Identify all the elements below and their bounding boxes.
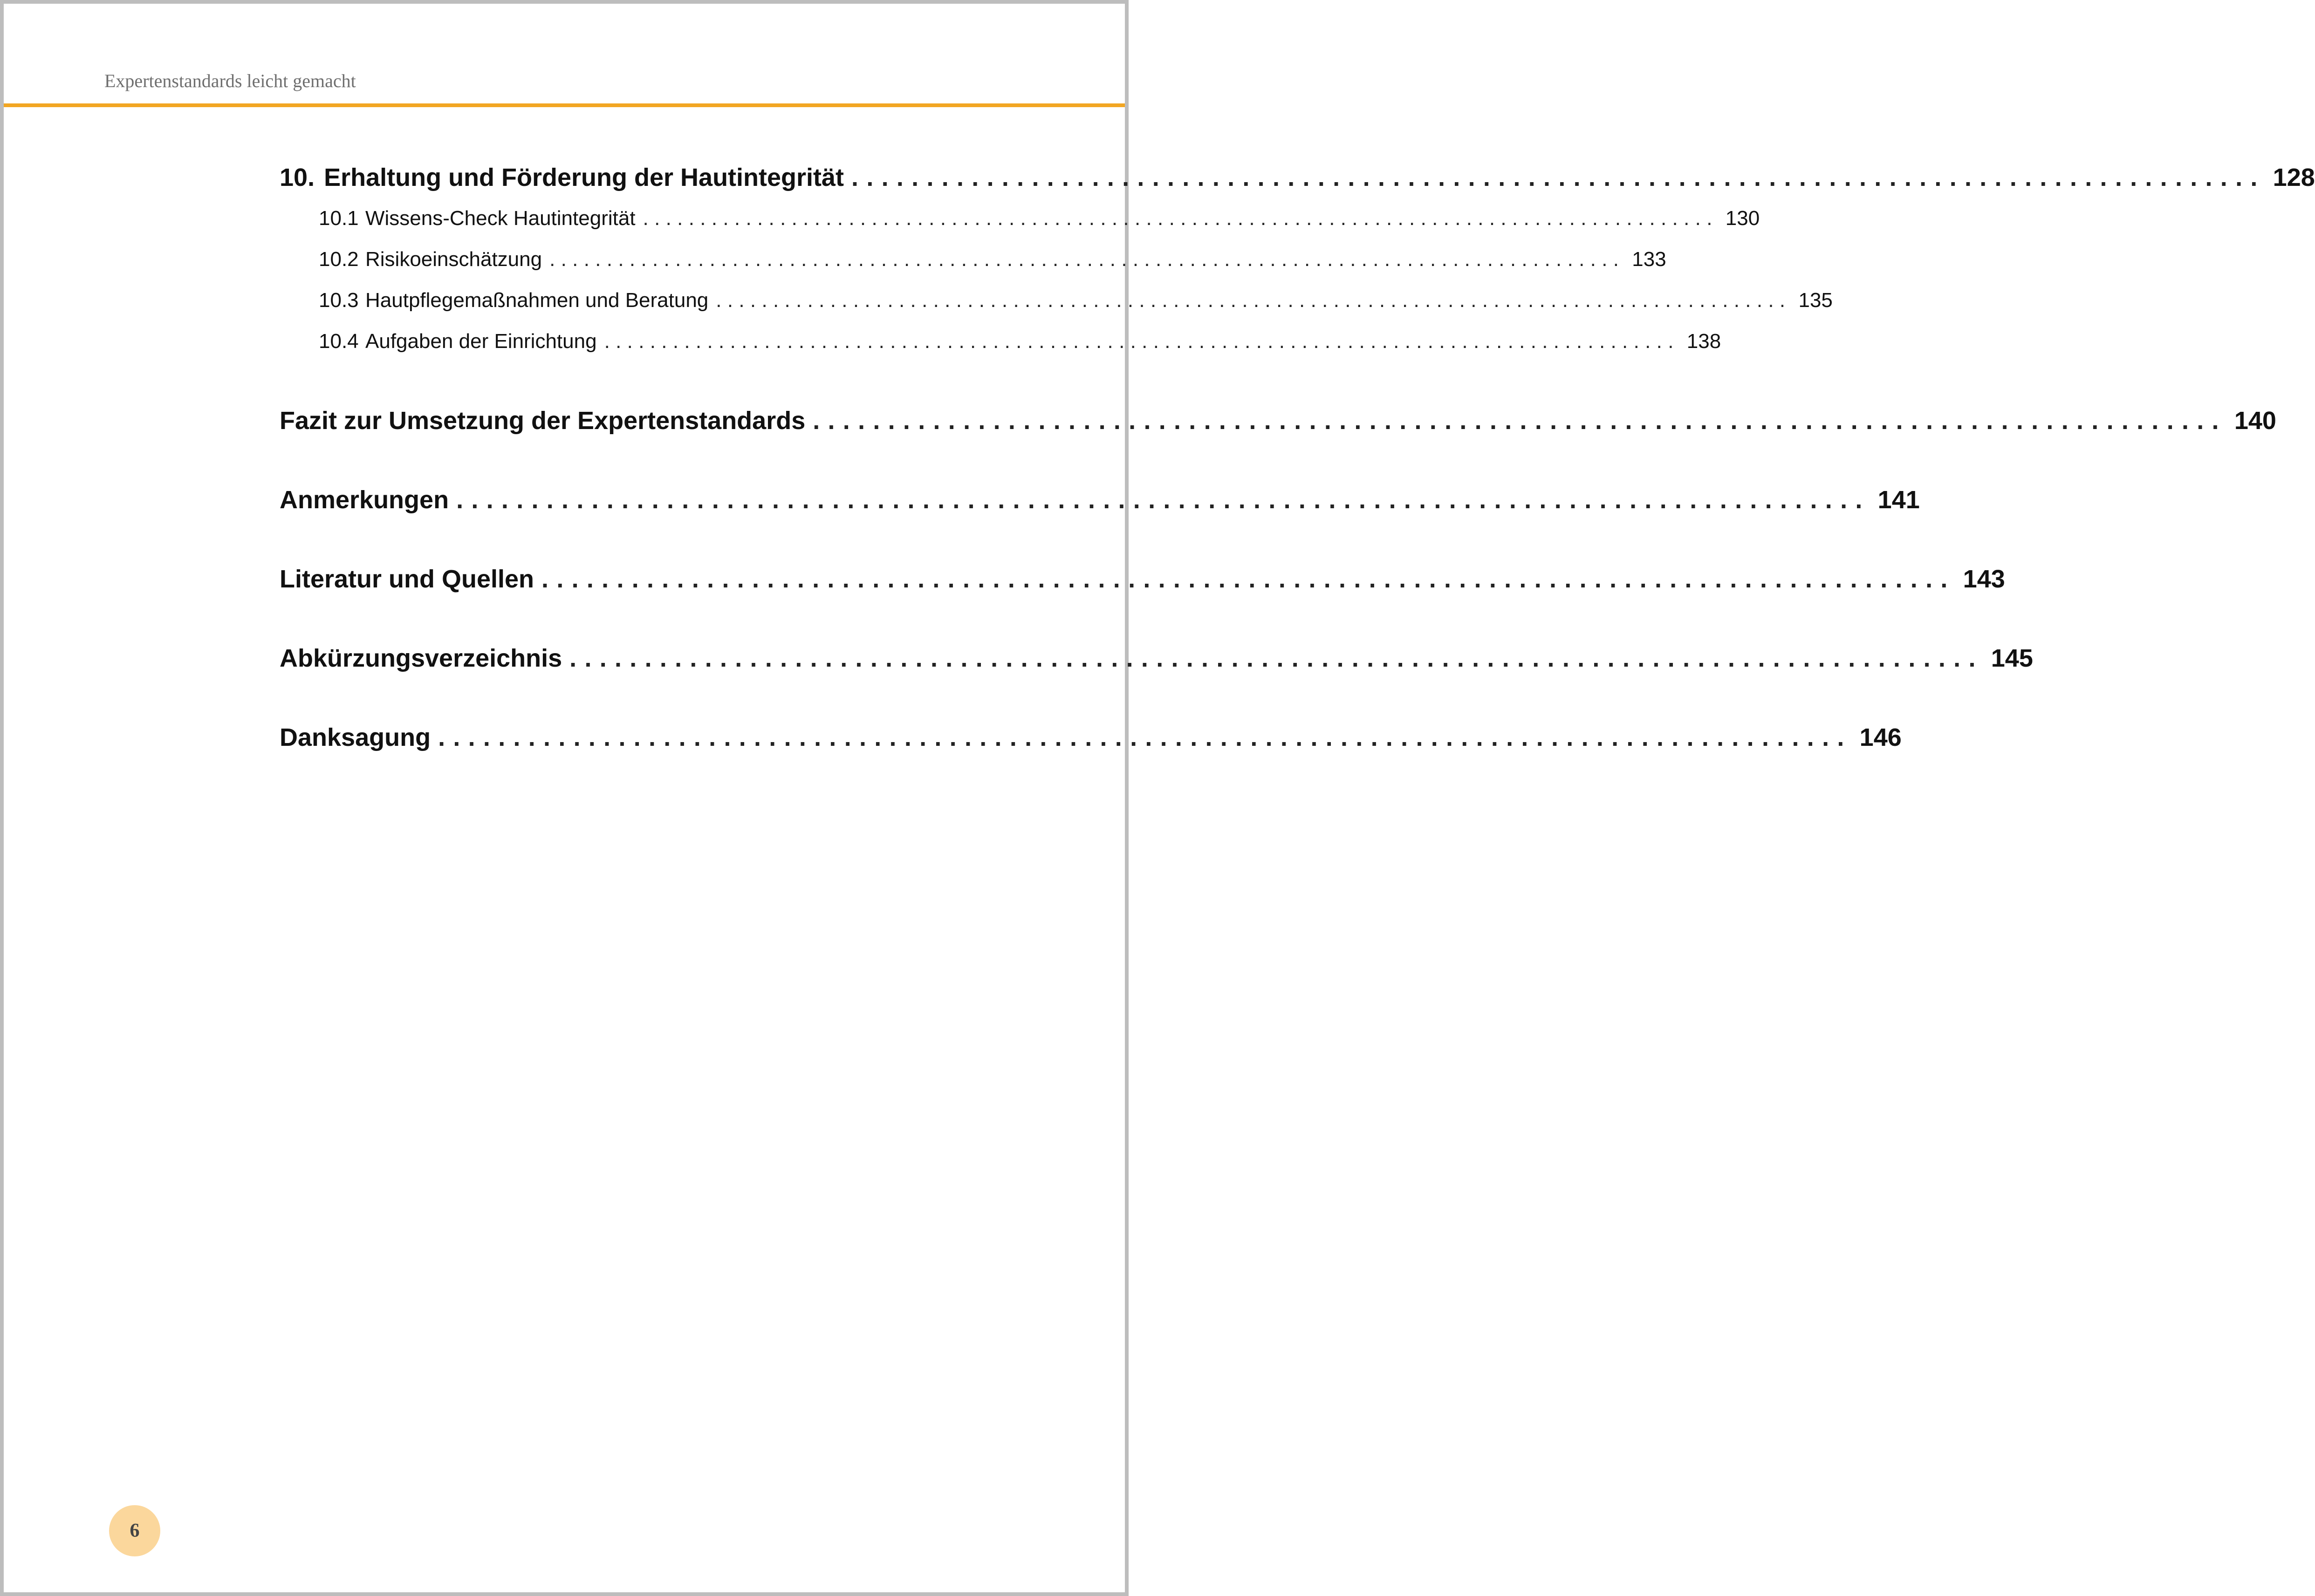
dot-leader: .............................................................................................. — [569, 644, 1984, 672]
toc-entry-title: Abkürzungsverzeichnis — [280, 644, 562, 672]
dot-leader: .............................................................................................. — [541, 565, 1956, 593]
toc-entry-title: Erhaltung und Förderung der Hautintegrität — [324, 164, 844, 191]
page-number-badge: 6 — [109, 1505, 160, 1556]
toc-entry-page: 143 — [1963, 565, 2005, 593]
toc-entry-page: 146 — [1859, 723, 1902, 751]
toc-entry-title: Aufgaben der Einrichtung — [365, 330, 597, 353]
toc-entry-page: 145 — [1991, 644, 2033, 672]
toc-entry-page: 140 — [2234, 407, 2276, 435]
toc-entry-title: Anmerkungen — [280, 486, 449, 514]
toc-entry-page: 141 — [1877, 486, 1920, 514]
toc-entry-anmerkungen[interactable] — [280, 485, 1920, 514]
toc-entry-title: Danksagung — [280, 723, 431, 751]
toc-entry-danksagung[interactable] — [280, 723, 1902, 752]
toc-entry-number: 10.4 — [319, 330, 359, 353]
toc-entry-page: 130 — [1725, 207, 1760, 230]
toc-entry-number: 10.1 — [319, 207, 359, 230]
toc-entry-abkuerzungen[interactable] — [280, 644, 2033, 673]
toc-entry-title: Fazit zur Umsetzung der Expertenstandards — [280, 407, 806, 435]
toc-entry-page: 138 — [1686, 330, 1721, 353]
dot-leader: .............................................................................................. — [643, 207, 1718, 230]
toc-entry-section-10-3[interactable] — [319, 289, 1833, 312]
toc-entry-section-10-4[interactable] — [319, 330, 1721, 353]
dot-leader: .............................................................................................. — [851, 164, 2266, 191]
dot-leader: .............................................................................................. — [813, 407, 2227, 435]
toc-entry-number: 10.2 — [319, 248, 359, 271]
toc-entry-title: Wissens-Check Hautintegrität — [365, 207, 636, 230]
toc-entry-number: 10. — [280, 164, 315, 191]
toc-entry-title: Hautpflegemaßnahmen und Beratung — [365, 289, 709, 312]
running-header: Expertenstandards leicht gemacht — [104, 70, 356, 91]
dot-leader: .............................................................................................. — [549, 248, 1625, 271]
toc-entry-page: 133 — [1632, 248, 1666, 271]
toc-entry-page: 135 — [1798, 289, 1833, 312]
dot-leader: .............................................................................................. — [438, 723, 1852, 751]
page-frame — [0, 0, 1129, 1596]
header-rule — [4, 103, 1125, 107]
dot-leader: .............................................................................................. — [604, 330, 1679, 353]
toc-entry-literatur[interactable] — [280, 565, 2005, 593]
toc-entry-page: 128 — [2273, 164, 2315, 191]
toc-entry-chapter-10[interactable] — [280, 163, 2315, 192]
dot-leader: .............................................................................................. — [456, 486, 1870, 514]
dot-leader: .............................................................................................. — [716, 289, 1791, 312]
toc-entry-section-10-1[interactable] — [319, 207, 1760, 230]
toc-entry-fazit[interactable] — [280, 406, 2276, 435]
toc-entry-title: Literatur und Quellen — [280, 565, 534, 593]
toc-entry-number: 10.3 — [319, 289, 359, 312]
toc-entry-title: Risikoeinschätzung — [365, 248, 542, 271]
toc-entry-section-10-2[interactable] — [319, 248, 1666, 271]
